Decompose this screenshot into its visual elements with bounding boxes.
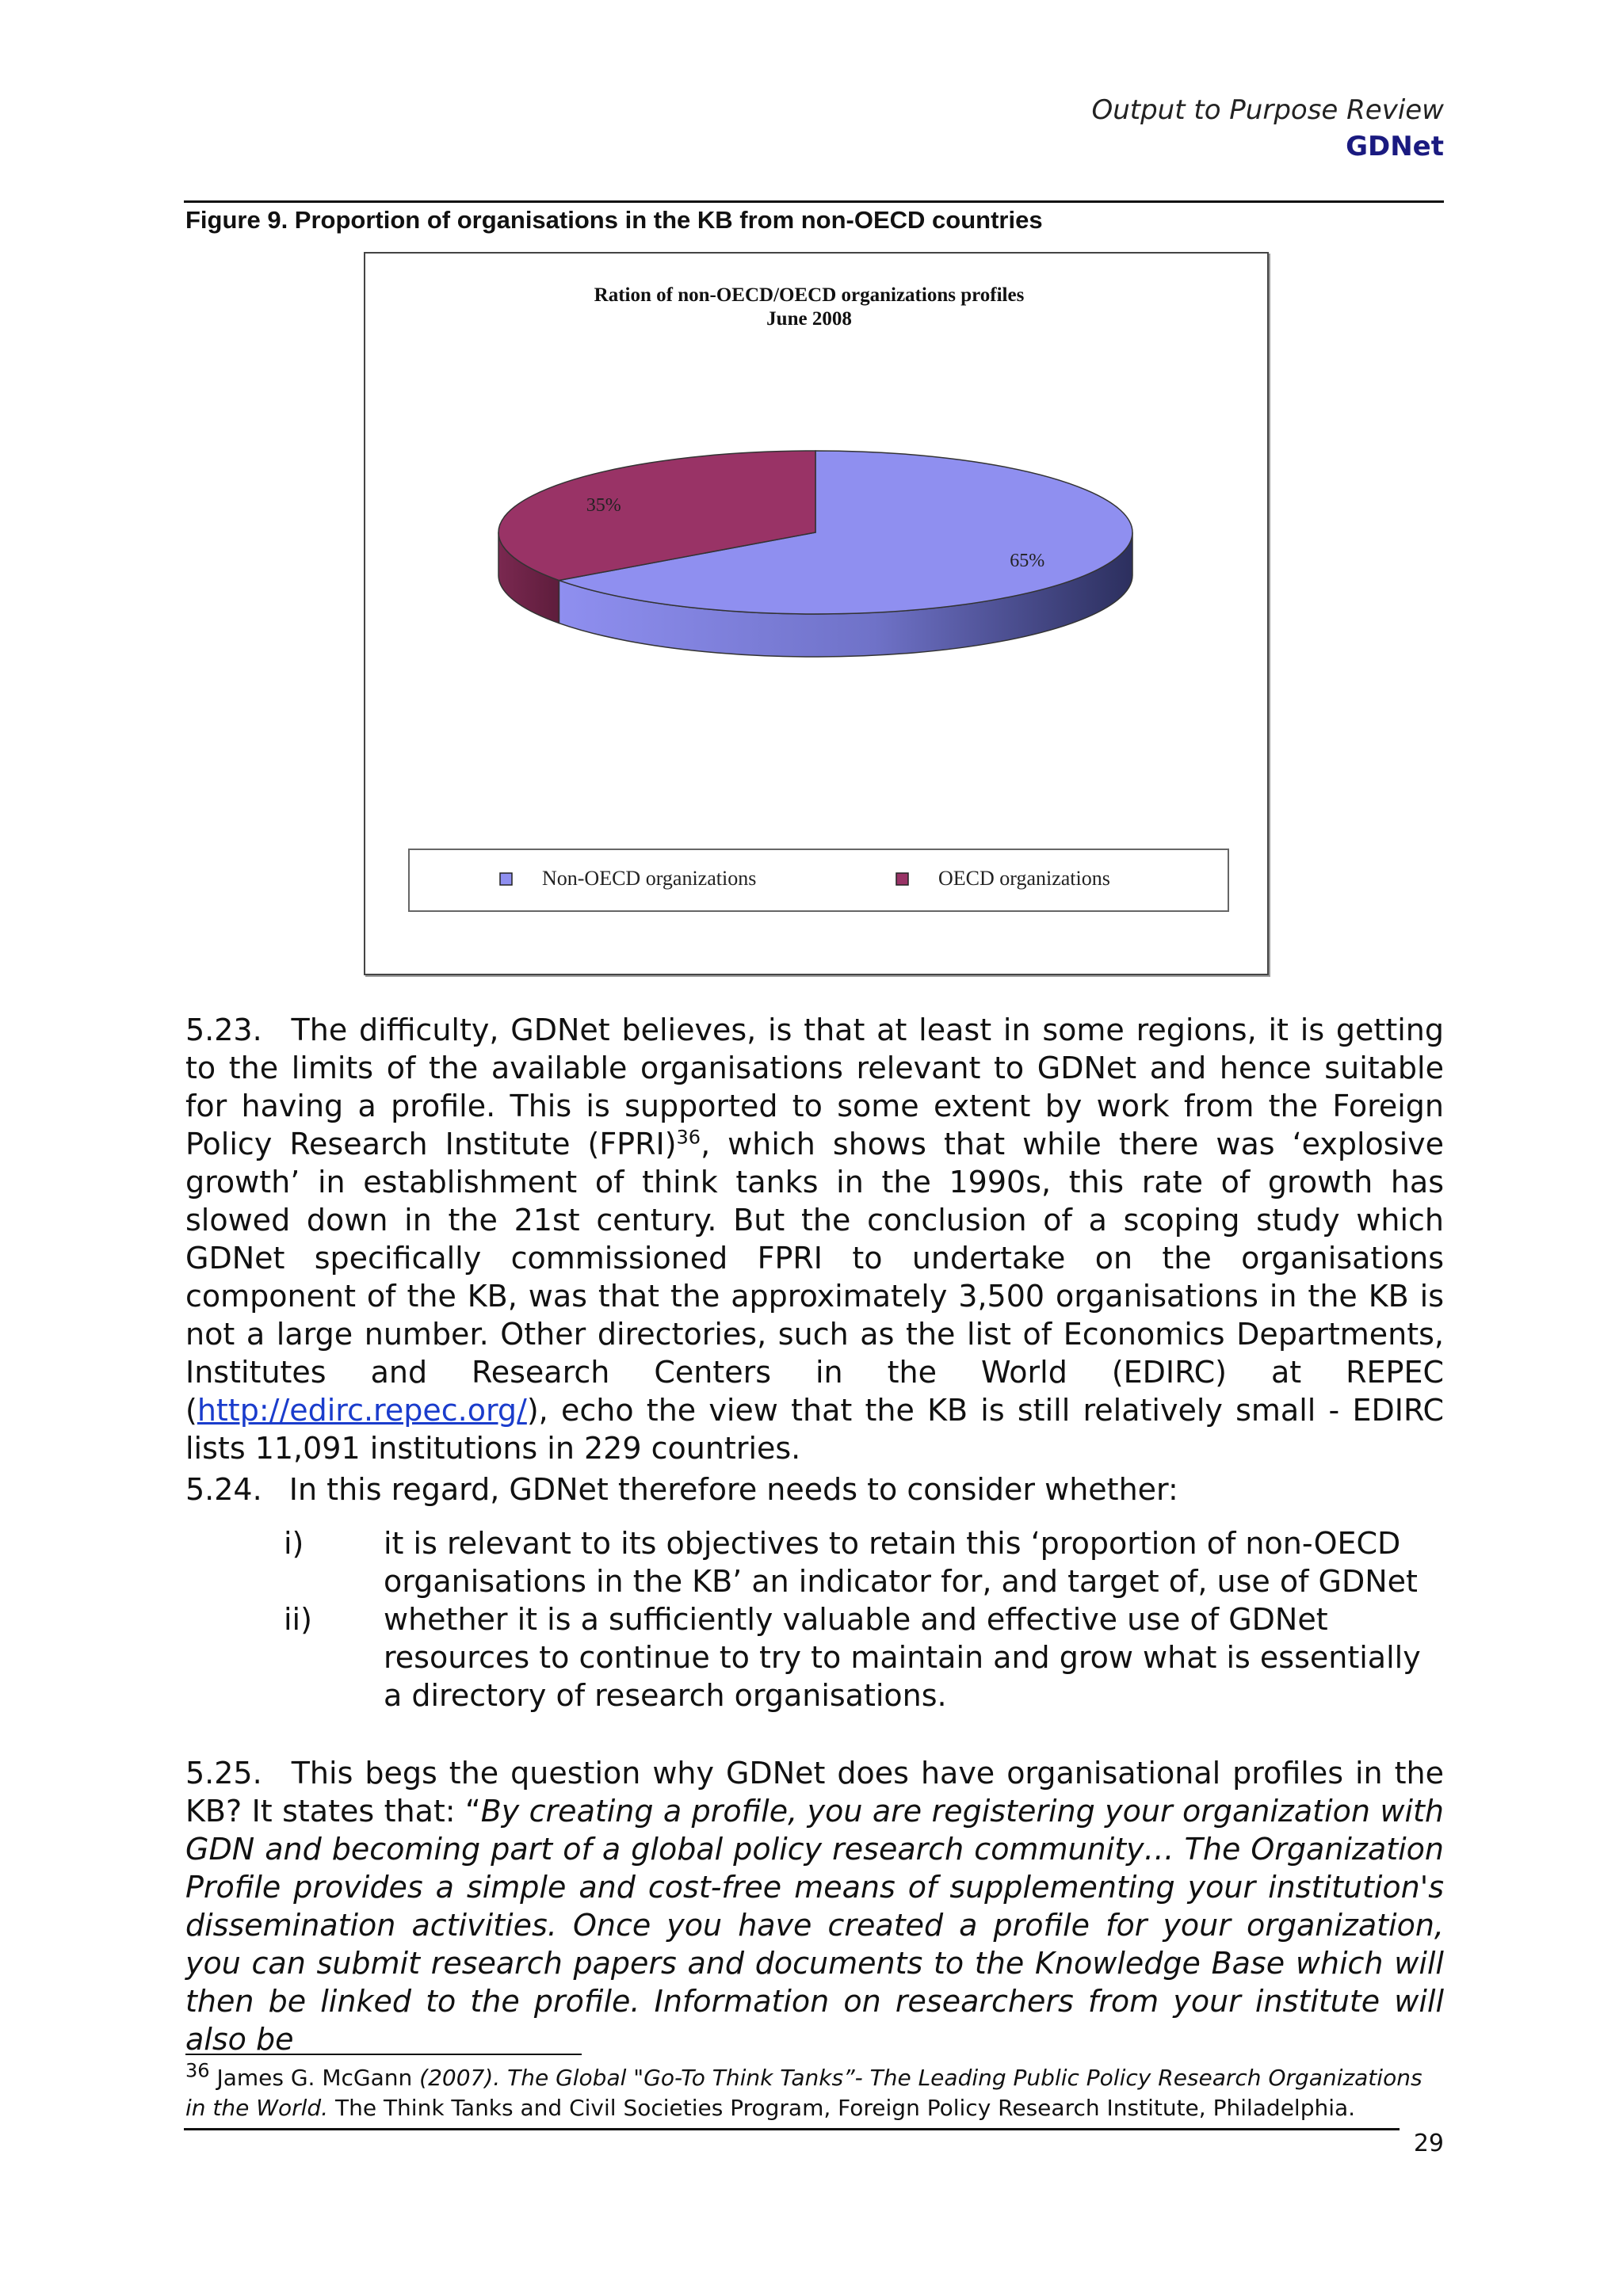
- page-header: [1091, 92, 1444, 165]
- footnote: [185, 2059, 1444, 2123]
- footnote-title: The Global "Go-To Think Tanks”- The Leading Public Policy Research Organizations in the World.: [185, 2065, 1423, 2121]
- paragraph-5-24: [185, 1470, 1444, 1508]
- pie-chart-frame: [364, 252, 1269, 975]
- figure-caption: Figure 9. Proportion of organisations in the KB from non-OECD countries: [185, 206, 1043, 234]
- pie-label-0: 65%: [1010, 551, 1045, 572]
- paragraph-text: This begs the question why GDNet does have organisational profiles in the KB? It states that: “: [185, 1756, 1444, 1829]
- legend-label-1: OECD organizations: [938, 867, 1110, 890]
- chart-title: Ration of non-OECD/OECD organizations profiles: [594, 284, 1025, 306]
- legend-label-0: Non-OECD organizations: [542, 867, 757, 890]
- paragraph-5-25: [185, 1754, 1444, 2058]
- chart-legend: [409, 849, 1228, 911]
- header-rule: [184, 200, 1444, 203]
- consideration-list: [284, 1524, 1441, 1714]
- header-title: Output to Purpose Review: [1091, 94, 1444, 126]
- list-item: [284, 1600, 1441, 1714]
- footnote-author: James G. McGann: [216, 2065, 413, 2091]
- footnote-year: (2007).: [419, 2065, 501, 2091]
- footnote-rest: The Think Tanks and Civil Societies Program, Foreign Policy Research Institute, Philadelphia.: [334, 2095, 1356, 2121]
- paragraph-text: ), echo the view that the KB is still relatively small - EDIRC lists 11,091 institutions in 229 countries.: [185, 1393, 1444, 1466]
- footnote-ref[interactable]: 36: [676, 1126, 701, 1149]
- chart-subtitle: June 2008: [766, 308, 852, 330]
- pie-slices: [498, 451, 1132, 657]
- pie-label-1: 35%: [586, 494, 621, 516]
- list-item-text: it is relevant to its objectives to retain this ‘proportion of non-OECD organisations in the KB’ an indicator for, and target of, use of GDNet: [384, 1526, 1418, 1599]
- legend-swatch-1: [896, 873, 908, 885]
- list-item-number: i): [284, 1526, 304, 1561]
- page-number: 29: [1413, 2130, 1444, 2157]
- quoted-text: By creating a profile, you are registering your organization with GDN and becoming part of a global policy research community… The Organization Profile provides a simple and cost-free means of supplementing your institution's dissemination activities. Once you have created a profile for your organization, you can submit research papers and documents to the Knowledge Base which will then be linked to the profile. Information on researchers from your institute will also be: [185, 1794, 1444, 2057]
- footnote-rule: [185, 2054, 582, 2055]
- paragraph-text: In this regard, GDNet therefore needs to consider whether:: [288, 1472, 1178, 1507]
- list-item: [284, 1524, 1441, 1600]
- footnote-number: 36: [185, 2059, 210, 2082]
- legend-swatch-0: [500, 873, 512, 885]
- footer-rule: [184, 2128, 1400, 2130]
- edirc-link[interactable]: http://edirc.repec.org/: [197, 1393, 527, 1428]
- paragraph-number: 5.23.: [185, 1013, 262, 1047]
- paragraph-text: The difficulty, GDNet believes, is that at least in some regions, it is getting to the limits of the available organisations relevant to GDNet and hence suitable for having a profile. This is supported to some extent by work from the Foreign Policy Research Institute (FPRI): [185, 1013, 1444, 1161]
- paragraph-5-23: [185, 1011, 1444, 1467]
- list-item-text: whether it is a sufficiently valuable and effective use of GDNet resources to continue to try to maintain and grow what is essentially a directory of research organisations.: [384, 1602, 1421, 1713]
- paragraph-text: , which shows that while there was ‘explosive growth’ in establishment of think tanks in the 1990s, this rate of growth has slowed down in the 21st century. But the conclusion of a scoping study which GDNet specifically commissioned FPRI to undertake on the organisations component of the KB, was that the approximately 3,500 organisations in the KB is not a large number. Other directories, such as the list of Economics Departments, Institutes and Research Centers in the World (EDIRC) at REPEC (: [185, 1127, 1444, 1428]
- pie-chart: [365, 254, 1267, 974]
- paragraph-number: 5.25.: [185, 1756, 262, 1791]
- paragraph-number: 5.24.: [185, 1472, 262, 1507]
- list-item-number: ii): [284, 1602, 312, 1637]
- header-org: GDNet: [1346, 131, 1444, 162]
